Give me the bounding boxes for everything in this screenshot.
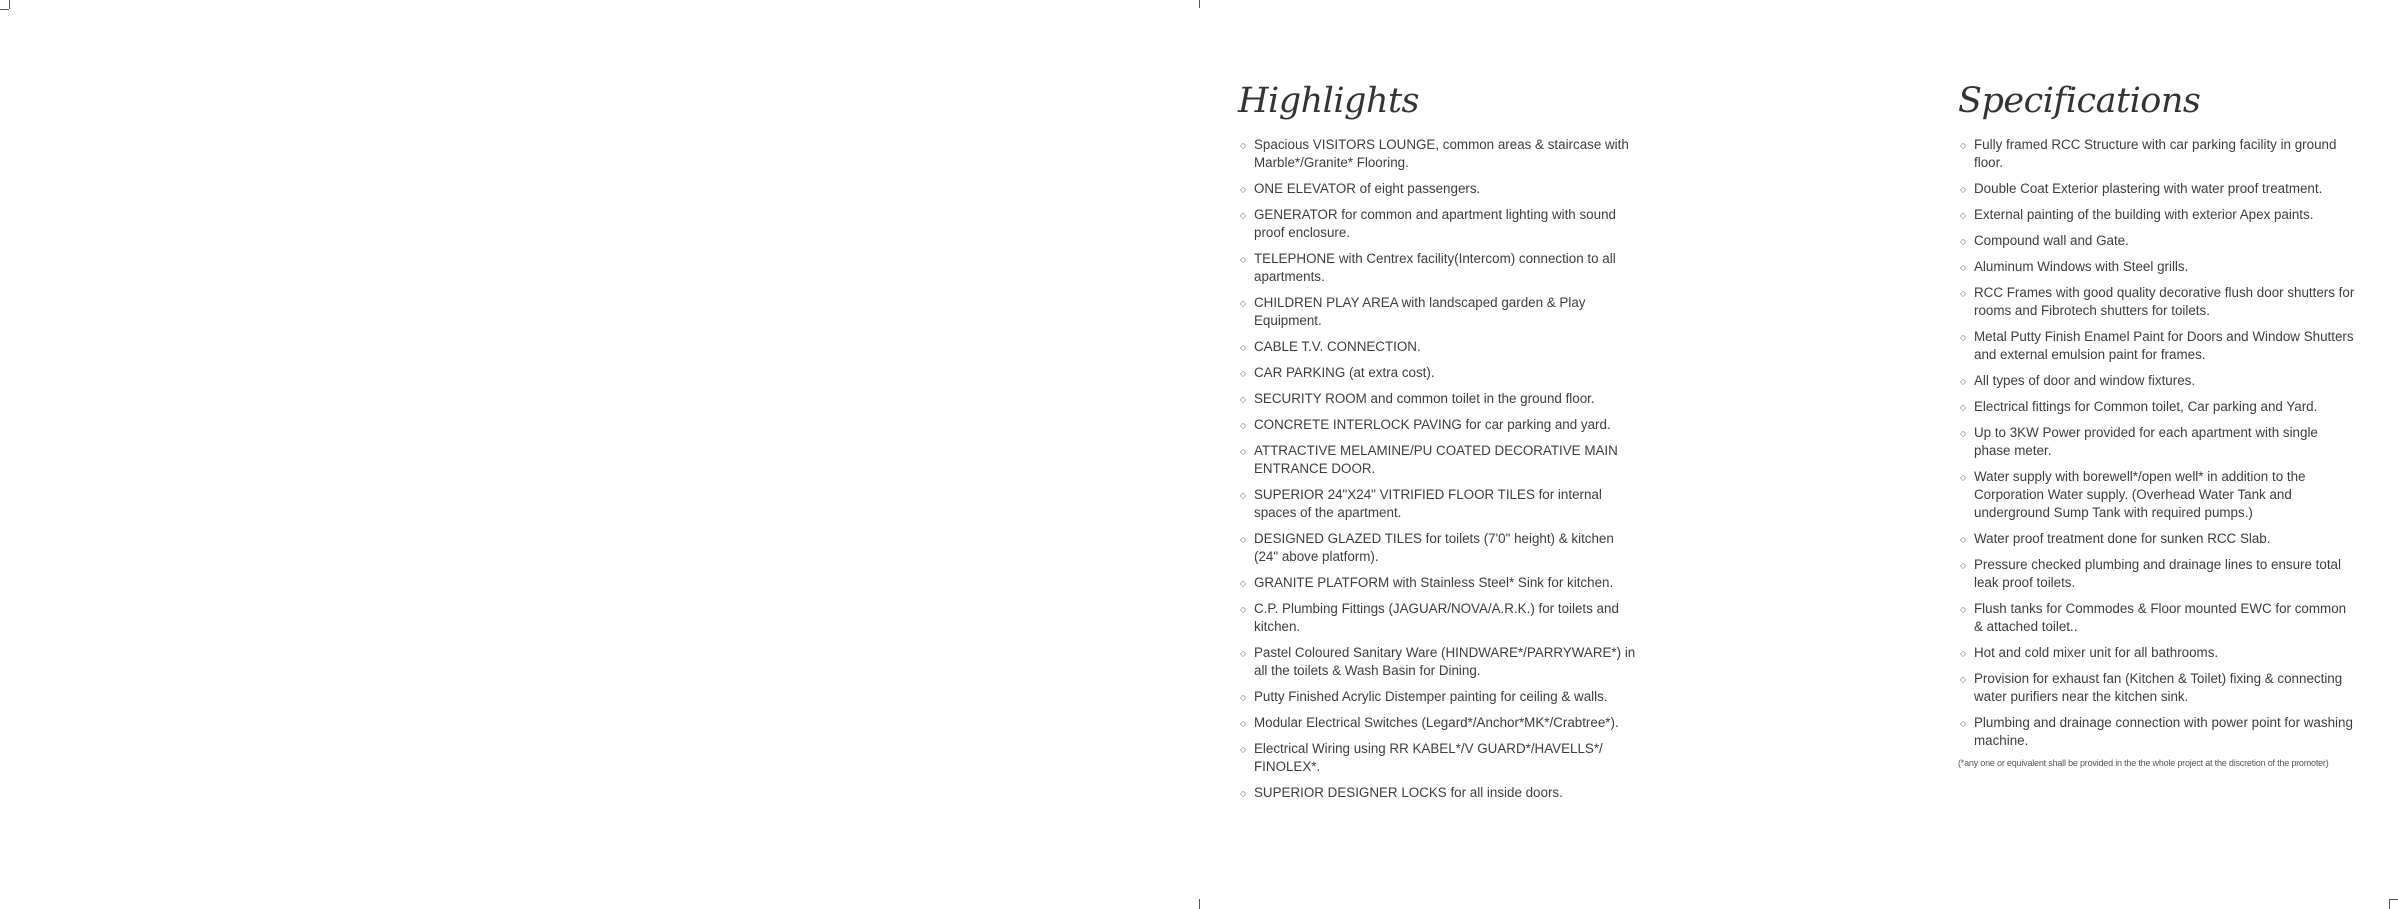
- list-item: [1238, 714, 1638, 732]
- crop-mark-bottom-right-v: [2389, 899, 2390, 909]
- diamond-bullet-icon: ◇: [1960, 289, 1967, 298]
- list-item-text: CABLE T.V. CONNECTION.: [1254, 339, 1421, 354]
- diamond-bullet-icon: ◇: [1240, 535, 1247, 544]
- list-item-text: Metal Putty Finish Enamel Paint for Doors and Window Shutters and external emulsion paint for frames.: [1974, 329, 2354, 362]
- list-item-text: External painting of the building with exterior Apex paints.: [1974, 207, 2314, 222]
- diamond-bullet-icon: ◇: [1960, 605, 1967, 614]
- list-item-text: CHILDREN PLAY AREA with landscaped garden & Play Equipment.: [1254, 295, 1586, 328]
- list-item-text: Flush tanks for Commodes & Floor mounted EWC for common & attached toilet..: [1974, 601, 2347, 634]
- list-item-text: GRANITE PLATFORM with Stainless Steel* Sink for kitchen.: [1254, 575, 1614, 590]
- list-item: [1958, 206, 2358, 224]
- specifications-list: [1958, 136, 2358, 750]
- list-item: [1958, 600, 2358, 636]
- list-item: [1958, 424, 2358, 460]
- diamond-bullet-icon: ◇: [1240, 693, 1247, 702]
- diamond-bullet-icon: ◇: [1240, 185, 1247, 194]
- list-item-text: Water supply with borewell*/open well* in addition to the Corporation Water supply. (Overhead Water Tank and underground Sump Tank with required pumps.): [1974, 469, 2306, 520]
- diamond-bullet-icon: ◇: [1240, 369, 1247, 378]
- list-item-text: Up to 3KW Power provided for each apartment with single phase meter.: [1974, 425, 2318, 458]
- diamond-bullet-icon: ◇: [1240, 447, 1247, 456]
- diamond-bullet-icon: ◇: [1240, 745, 1247, 754]
- diamond-bullet-icon: ◇: [1960, 719, 1967, 728]
- list-item: [1958, 136, 2358, 172]
- list-item: [1238, 390, 1638, 408]
- list-item: [1238, 250, 1638, 286]
- diamond-bullet-icon: ◇: [1960, 211, 1967, 220]
- diamond-bullet-icon: ◇: [1240, 141, 1247, 150]
- specifications-section: [1958, 80, 2358, 768]
- list-item-text: SECURITY ROOM and common toilet in the ground floor.: [1254, 391, 1595, 406]
- diamond-bullet-icon: ◇: [1960, 141, 1967, 150]
- list-item: [1238, 644, 1638, 680]
- diamond-bullet-icon: ◇: [1240, 255, 1247, 264]
- list-item-text: Modular Electrical Switches (Legard*/Anchor*MK*/Crabtree*).: [1254, 715, 1619, 730]
- diamond-bullet-icon: ◇: [1960, 263, 1967, 272]
- list-item-text: GENERATOR for common and apartment lighting with sound proof enclosure.: [1254, 207, 1616, 240]
- list-item: [1958, 530, 2358, 548]
- list-item: [1958, 468, 2358, 522]
- list-item: [1958, 670, 2358, 706]
- list-item: [1238, 740, 1638, 776]
- highlights-section: [1238, 80, 1638, 810]
- list-item-text: Compound wall and Gate.: [1974, 233, 2129, 248]
- diamond-bullet-icon: ◇: [1240, 491, 1247, 500]
- crop-mark-bottom-right-h: [2389, 899, 2398, 900]
- diamond-bullet-icon: ◇: [1240, 579, 1247, 588]
- list-item-text: RCC Frames with good quality decorative flush door shutters for rooms and Fibrotech shutters for toilets.: [1974, 285, 2355, 318]
- diamond-bullet-icon: ◇: [1240, 421, 1247, 430]
- diamond-bullet-icon: ◇: [1240, 649, 1247, 658]
- list-item: [1958, 284, 2358, 320]
- diamond-bullet-icon: ◇: [1960, 675, 1967, 684]
- crop-mark-top-left-h: [0, 9, 9, 10]
- list-item: [1238, 486, 1638, 522]
- list-item-text: Water proof treatment done for sunken RCC Slab.: [1974, 531, 2271, 546]
- list-item-text: Double Coat Exterior plastering with water proof treatment.: [1974, 181, 2323, 196]
- list-item-text: C.P. Plumbing Fittings (JAGUAR/NOVA/A.R.K.) for toilets and kitchen.: [1254, 601, 1619, 634]
- list-item: [1958, 372, 2358, 390]
- diamond-bullet-icon: ◇: [1240, 395, 1247, 404]
- list-item-text: Putty Finished Acrylic Distemper painting for ceiling & walls.: [1254, 689, 1608, 704]
- highlights-title: Highlights: [1238, 81, 1420, 121]
- diamond-bullet-icon: ◇: [1240, 605, 1247, 614]
- list-item: [1238, 338, 1638, 356]
- crop-mark-top-center: [1199, 0, 1200, 8]
- list-item: [1958, 398, 2358, 416]
- list-item-text: Spacious VISITORS LOUNGE, common areas & staircase with Marble*/Granite* Flooring.: [1254, 137, 1629, 170]
- list-item: [1238, 574, 1638, 592]
- list-item: [1238, 294, 1638, 330]
- diamond-bullet-icon: ◇: [1960, 333, 1967, 342]
- diamond-bullet-icon: ◇: [1240, 789, 1247, 798]
- list-item-text: Fully framed RCC Structure with car parking facility in ground floor.: [1974, 137, 2337, 170]
- list-item-text: Plumbing and drainage connection with power point for washing machine.: [1974, 715, 2353, 748]
- list-item: [1958, 556, 2358, 592]
- list-item-text: SUPERIOR 24"X24" VITRIFIED FLOOR TILES for internal spaces of the apartment.: [1254, 487, 1602, 520]
- list-item: [1238, 206, 1638, 242]
- list-item: [1958, 328, 2358, 364]
- diamond-bullet-icon: ◇: [1240, 299, 1247, 308]
- list-item: [1238, 442, 1638, 478]
- crop-mark-top-left-v: [9, 0, 10, 9]
- list-item: [1958, 258, 2358, 276]
- list-item: [1238, 530, 1638, 566]
- list-item-text: Pastel Coloured Sanitary Ware (HINDWARE*/PARRYWARE*) in all the toilets & Wash Basin for Dining.: [1254, 645, 1636, 678]
- list-item: [1958, 232, 2358, 250]
- list-item: [1958, 714, 2358, 750]
- list-item: [1238, 416, 1638, 434]
- list-item-text: DESIGNED GLAZED TILES for toilets (7'0" height) & kitchen (24" above platform).: [1254, 531, 1614, 564]
- list-item: [1238, 600, 1638, 636]
- list-item: [1958, 180, 2358, 198]
- list-item-text: Aluminum Windows with Steel grills.: [1974, 259, 2189, 274]
- diamond-bullet-icon: ◇: [1960, 649, 1967, 658]
- list-item: [1238, 136, 1638, 172]
- highlights-list: [1238, 136, 1638, 802]
- diamond-bullet-icon: ◇: [1240, 343, 1247, 352]
- list-item-text: CONCRETE INTERLOCK PAVING for car parking and yard.: [1254, 417, 1611, 432]
- specifications-title: Specifications: [1958, 81, 2201, 121]
- list-item-text: Hot and cold mixer unit for all bathrooms.: [1974, 645, 2219, 660]
- diamond-bullet-icon: ◇: [1960, 185, 1967, 194]
- list-item: [1958, 644, 2358, 662]
- list-item-text: TELEPHONE with Centrex facility(Intercom) connection to all apartments.: [1254, 251, 1616, 284]
- diamond-bullet-icon: ◇: [1240, 719, 1247, 728]
- list-item-text: All types of door and window fixtures.: [1974, 373, 2196, 388]
- list-item: [1238, 180, 1638, 198]
- specifications-footnote: (*any one or equivalent shall be provided in the the whole project at the discretion of the promoter): [1958, 758, 2329, 768]
- diamond-bullet-icon: ◇: [1960, 429, 1967, 438]
- list-item-text: ATTRACTIVE MELAMINE/PU COATED DECORATIVE MAIN ENTRANCE DOOR.: [1254, 443, 1618, 476]
- list-item: [1238, 784, 1638, 802]
- list-item-text: Pressure checked plumbing and drainage lines to ensure total leak proof toilets.: [1974, 557, 2341, 590]
- diamond-bullet-icon: ◇: [1960, 377, 1967, 386]
- diamond-bullet-icon: ◇: [1960, 535, 1967, 544]
- list-item-text: Electrical fittings for Common toilet, Car parking and Yard.: [1974, 399, 2318, 414]
- list-item: [1238, 364, 1638, 382]
- diamond-bullet-icon: ◇: [1960, 561, 1967, 570]
- list-item-text: CAR PARKING (at extra cost).: [1254, 365, 1435, 380]
- list-item-text: SUPERIOR DESIGNER LOCKS for all inside doors.: [1254, 785, 1563, 800]
- diamond-bullet-icon: ◇: [1960, 237, 1967, 246]
- list-item-text: Provision for exhaust fan (Kitchen & Toilet) fixing & connecting water purifiers near the kitchen sink.: [1974, 671, 2343, 704]
- diamond-bullet-icon: ◇: [1960, 403, 1967, 412]
- diamond-bullet-icon: ◇: [1960, 473, 1967, 482]
- list-item: [1238, 688, 1638, 706]
- list-item-text: ONE ELEVATOR of eight passengers.: [1254, 181, 1481, 196]
- crop-mark-bottom-center: [1199, 899, 1200, 909]
- diamond-bullet-icon: ◇: [1240, 211, 1247, 220]
- list-item-text: Electrical Wiring using RR KABEL*/V GUARD*/HAVELLS*/ FINOLEX*.: [1254, 741, 1603, 774]
